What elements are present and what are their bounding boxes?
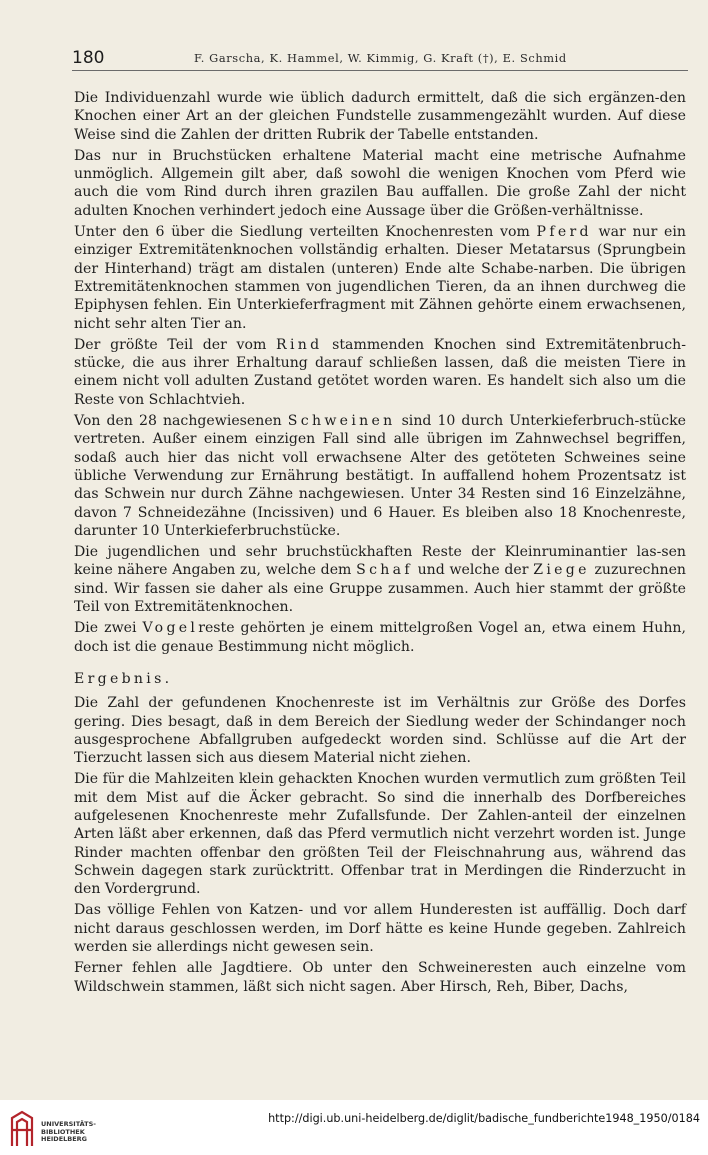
result-paragraph: Die für die Mahlzeiten klein gehackten Knochen wurden vermutlich zum größten Teil mit dem Mist auf die Äcker gebracht. So sind die innerhalb des Dorfbereiches aufgelesenen Knochenreste mehr Zufallsfunde. Der Zahlen-anteil der einzelnen Arten läßt aber erkennen, daß das Pferd vermutlich nicht verzehrt worden ist. Junge Rinder machten offenbar den größten Teil der Fleischnahrung aus, während das Schwein dagegen stark zurücktritt. Offenbar trat in Merdingen die Rinderzucht in den Vordergrund. [74, 771, 686, 898]
findings-section [74, 89, 686, 656]
text-run: Unter den 6 über die Siedlung verteilten Knochenresten vom [74, 224, 537, 241]
spaced-emphasis: Ziege [533, 562, 590, 579]
text-run: Die zwei [74, 620, 143, 637]
text-run: Das nur in Bruchstücken erhaltene Material macht eine metrische Aufnahme unmöglich. Allgemein gilt aber, daß sowohl die wenigen Knochen vom Pferd wie auch die vom Rind durch ihren grazilen Bau auffallen. Die große Zahl der nicht adulten Knochen verhindert jedoch eine Aussage über die Größen-verhältnisse. [74, 147, 686, 219]
running-head: F. Garscha, K. Hammel, W. Kimmig, G. Kraft (†), E. Schmid [194, 51, 567, 65]
text-run: zuzurechnen sind. Wir fassen sie daher als eine Gruppe zusammen. Auch hier stammt der größte Teil von Extremitätenknochen. [74, 562, 687, 616]
text-run: sind 10 durch Unterkieferbruch-stücke vertreten. Außer einem einzigen Fall sind alle übrigen im Zahnwechsel begriffen, sodaß auch hier das nicht voll erwachsene Alter des getöteten Schweines seine übliche Verwendung zur Ernährung bestätigt. In auffallend hohem Prozentsatz ist das Schwein nur durch Zähne nachgewiesen. Unter 34 Resten sind 16 Einzelzähne, davon 7 Schneidezähne (Incissiven) und 6 Hauer. Es bleiben also 18 Knochenreste, darunter 10 Unterkieferbruchstücke. [74, 413, 686, 539]
section-heading: Ergebnis. [74, 670, 173, 687]
body-paragraph [74, 543, 686, 616]
body-text [74, 89, 686, 999]
digitization-footer [0, 1100, 708, 1155]
text-run: und welche der [412, 562, 534, 579]
source-url-link[interactable]: http://digi.ub.uni-heidelberg.de/diglit/badische_fundberichte1948_1950/0184 [268, 1112, 700, 1125]
body-paragraph [74, 89, 686, 144]
text-run: war nur ein einziger Extremitätenknochen vollständig erhalten. Dieser Metatarsus (Sprungbein der Hinterhand) trägt am distalen (unteren) Ende alte Schabe-narben. Die übrigen Extremitätenknochen stammen von jugendlichen Tieren, da an ihnen durchweg die Epiphysen fehlen. Ein Unterkieferfragment mit Zähnen gehörte einem erwachsenen, nicht sehr alten Tier an. [74, 224, 686, 332]
body-paragraph [74, 412, 686, 540]
library-name: UNIVERSITÄTS- BIBLIOTHEK HEIDELBERG [41, 1120, 96, 1143]
text-run: stammenden Knochen sind Extremitätenbruch-stücke, die aus ihrer Erhaltung darauf schließen lassen, daß die meisten Tiere in einem nicht voll adulten Zustand getötet worden waren. Es handelt sich also um die Reste von Schlachtvieh. [74, 336, 686, 408]
library-seal-icon [8, 1110, 36, 1148]
text-run: Die Individuenzahl wurde wie üblich dadurch ermittelt, daß die sich ergänzen-den Knochen einer Art an der gleichen Fundstelle zusammengezählt wurden. Auf diese Weise sind die Zahlen der dritten Rubrik der Tabelle entstanden. [74, 90, 686, 143]
spaced-emphasis: Schweinen [287, 413, 396, 430]
spaced-emphasis: Vogel [142, 620, 199, 637]
result-paragraph: Die Zahl der gefundenen Knochenreste ist im Verhältnis zur Größe des Dorfes gering. Dies besagt, daß in dem Bereich der Siedlung weder der Schindanger noch ausgesprochene Abfallgruben aufgedeckt worden sind. Schlüsse auf die Art der Tierzucht lassen sich aus diesem Material nicht ziehen. [74, 695, 686, 767]
results-section [74, 694, 686, 996]
spaced-emphasis: Schaf [356, 562, 413, 579]
text-run: Von den 28 nachgewiesenen [74, 413, 288, 430]
text-run: Der größte Teil der vom [74, 336, 277, 353]
page-number: 180 [72, 48, 105, 68]
body-paragraph [74, 147, 686, 220]
body-paragraph [74, 223, 686, 333]
text-run: reste gehörten je einem mittelgroßen Vogel an, etwa einem Huhn, doch ist die genaue Bestimmung nicht möglich. [74, 620, 686, 655]
text-run: Die jugendlichen und sehr bruchstückhaften Reste der Kleinruminantier las-sen keine nähere Angaben zu, welche dem [74, 544, 686, 579]
result-paragraph: Das völlige Fehlen von Katzen- und vor allem Hunderesten ist auffällig. Doch darf nicht daraus geschlossen werden, im Dorf hätte es keine Hunde gegeben. Zahlreich werden sie allerdings nicht gewesen sein. [74, 902, 686, 956]
result-paragraph: Ferner fehlen alle Jagdtiere. Ob unter den Schweineresten auch einzelne vom Wildschwein stammen, läßt sich nicht sagen. Aber Hirsch, Reh, Biber, Dachs, [74, 960, 686, 995]
spaced-emphasis: Rind [276, 336, 323, 353]
spaced-emphasis: Pferd [536, 224, 592, 241]
body-paragraph [74, 619, 686, 656]
page-header [72, 48, 688, 71]
body-paragraph [74, 336, 686, 409]
library-logo[interactable] [8, 1110, 108, 1148]
